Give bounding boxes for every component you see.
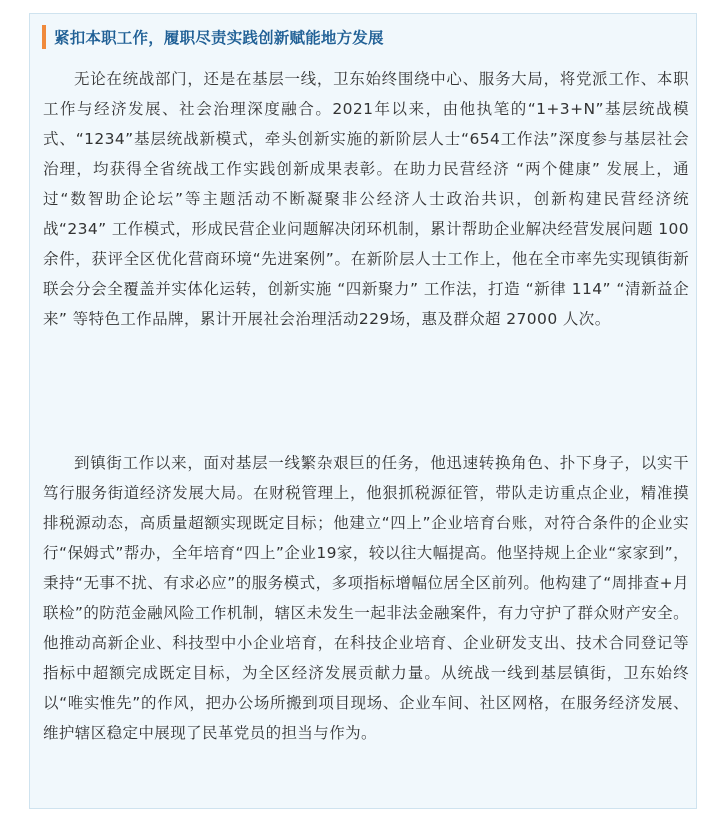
section-title: 紧扣本职工作，履职尽责实践创新赋能地方发展: [54, 29, 384, 47]
paragraph-2: 到镇街工作以来，面对基层一线繁杂艰巨的任务，他迅速转换角色、扑下身子，以实干笃行服务街道经济发展大局。在财税管理上，他狠抓税源征管，带队走访重点企业，精准摸排税源动态，高质量超额实现既定目标；他建立“四上”企业培育台账，对符合条件的企业实行“保姆式”帮办，全年培育“四上”企业19家，较以往大幅提高。他坚持规上企业“家家到”，秉持“无事不扰、有求必应”的服务模式，多项指标增幅位居全区前列。他构建了“周排查+月联检”的防范金融风险工作机制，辖区未发生一起非法金融案件，有力守护了群众财产安全。他推动高新企业、科技型中小企业培育，在科技企业培育、企业研发支出、技术合同登记等指标中超额完成既定目标，为全区经济发展贡献力量。从统战一线到基层镇街，卫东始终以“唯实惟先”的作风，把办公场所搬到项目现场、企业车间、社区网格，在服务经济发展、维护辖区稳定中展现了民革党员的担当与作为。: [43, 454, 689, 742]
section-header: [42, 24, 384, 50]
title-accent-bar: [42, 25, 46, 49]
article-card: [29, 13, 697, 809]
paragraph-1: 无论在统战部门，还是在基层一线，卫东始终围绕中心、服务大局，将党派工作、本职工作与经济发展、社会治理深度融合。2021年以来，由他执笔的“1+3+N”基层统战模式、“1234”基层统战新模式，牵头创新实施的新阶层人士“654工作法”深度参与基层社会治理，均获得全省统战工作实践创新成果表彰。在助力民营经济 “两个健康” 发展上，通过“数智助企论坛”等主题活动不断凝聚非公经济人士政治共识，创新构建民营经济统战“234” 工作模式，形成民营企业问题解决闭环机制，累计帮助企业解决经营发展问题 100 余件，获评全区优化营商环境“先进案例”。在新阶层人士工作上，他在全市率先实现镇街新联会分会全覆盖并实体化运转，创新实施 “四新聚力” 工作法，打造 “新律 114” “清新益企来” 等特色工作品牌，累计开展社会治理活动229场，惠及群众超 27000 人次。: [43, 70, 689, 328]
